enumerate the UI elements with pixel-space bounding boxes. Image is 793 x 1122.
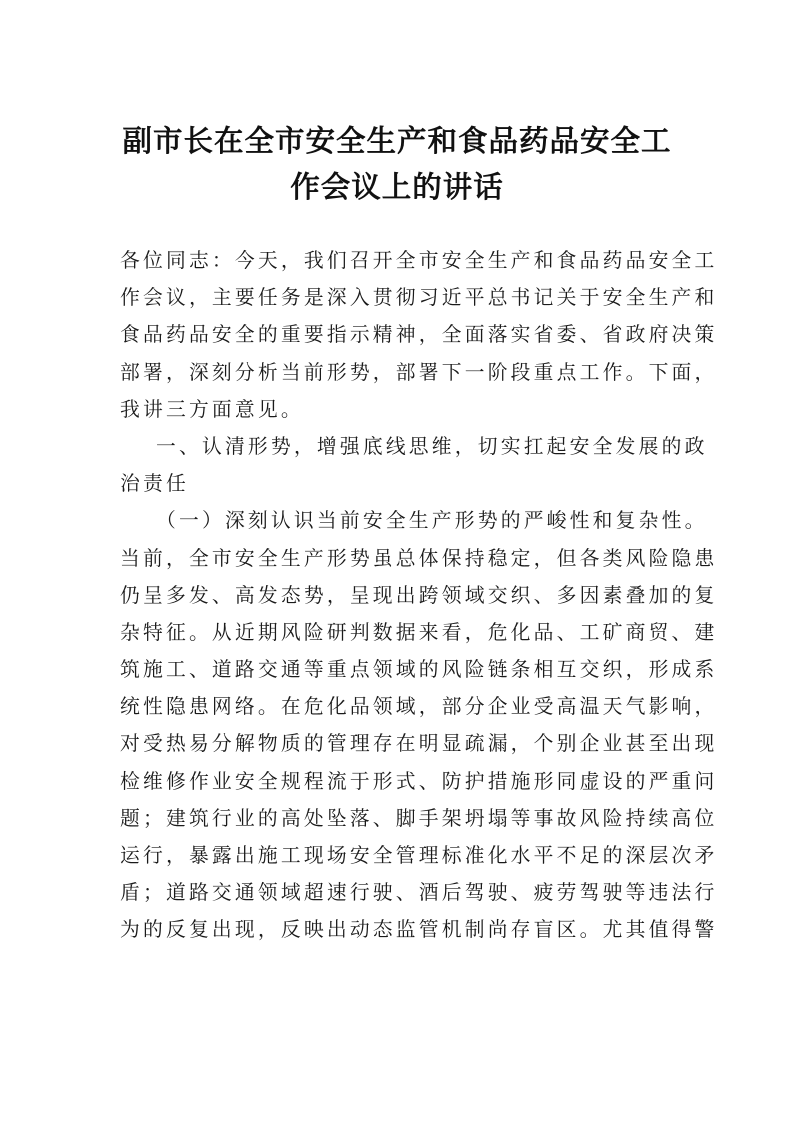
body-line: 统性隐患网络。在危化品领域，部分企业受高温天气影响，: [120, 695, 718, 719]
body-line: 为的反复出现，反映出动态监管机制尚存盲区。尤其值得警: [120, 918, 718, 942]
body-line: 筑施工、道路交通等重点领域的风险链条相互交织，形成系: [120, 658, 718, 682]
body-line: 运行，暴露出施工现场安全管理标准化水平不足的深层次矛: [120, 844, 718, 867]
title-line-2: 作会议上的讲话: [290, 169, 504, 204]
title-line-1: 副市长在全市安全生产和食品药品安全工: [122, 123, 672, 158]
body-line: 检维修作业安全规程流于形式、防护措施形同虚设的严重问: [120, 769, 718, 793]
body-line: 题；建筑行业的高处坠落、脚手架坍塌等事故风险持续高位: [120, 806, 718, 830]
section-heading-line: 治责任: [120, 472, 189, 496]
body-line: 对受热易分解物质的管理存在明显疏漏，个别企业甚至出现: [120, 732, 718, 756]
body-line: 各位同志：今天，我们召开全市安全生产和食品药品安全工: [120, 249, 718, 272]
section-heading-line: 一、认清形势，增强底线思维，切实扛起安全发展的政: [156, 434, 708, 458]
document-title: [117, 118, 677, 210]
body-line: 部署，深刻分析当前形势，部署下一阶段重点工作。下面，: [120, 360, 718, 384]
body-line: 当前，全市安全生产形势虽总体保持稳定，但各类风险隐患: [120, 546, 718, 570]
document-body: [120, 242, 718, 949]
subsection-heading-line: （一）深刻认识当前安全生产形势的严峻性和复杂性。: [156, 509, 708, 533]
body-line: 杂特征。从近期风险研判数据来看，危化品、工矿商贸、建: [120, 620, 718, 644]
body-line: 盾；道路交通领域超速行驶、酒后驾驶、疲劳驾驶等违法行: [120, 881, 718, 905]
body-line: 作会议，主要任务是深入贯彻习近平总书记关于安全生产和: [120, 286, 718, 310]
body-line: 我讲三方面意见。: [120, 397, 304, 421]
body-line: 食品药品安全的重要指示精神，全面落实省委、省政府决策: [120, 323, 718, 347]
body-line: 仍呈多发、高发态势，呈现出跨领域交织、多因素叠加的复: [120, 583, 718, 607]
